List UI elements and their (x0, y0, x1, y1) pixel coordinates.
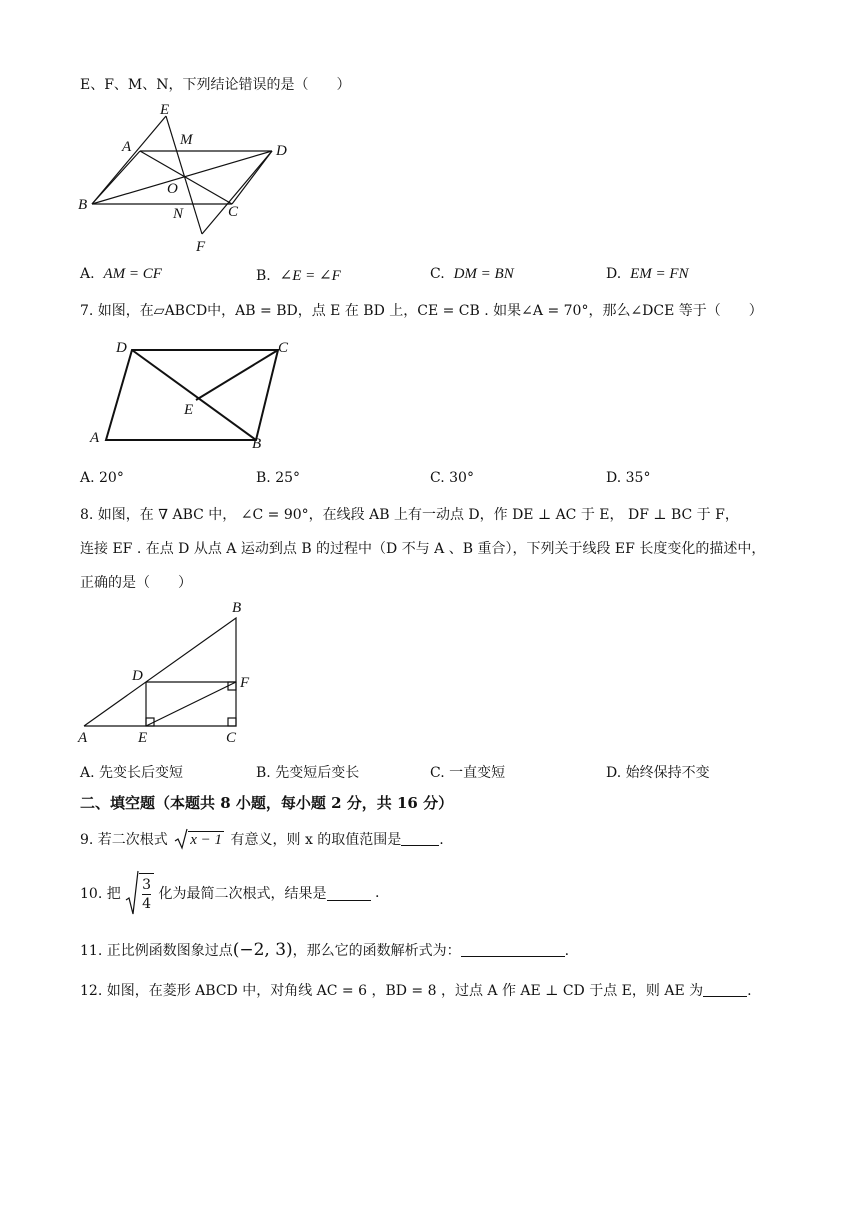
q10-radical-sign (125, 870, 139, 916)
q9-radicand: x − 1 (190, 832, 223, 848)
q8-stem-line1: 8. 如图，在 ∇ ABC 中， ∠C = 90°，在线段 AB 上有一动点 D，作 DE ⊥ AC 于 E， DF ⊥ BC 于 F， (80, 507, 739, 523)
q6-label-b: B (78, 197, 88, 213)
q7-option-b: B. 25° (256, 470, 301, 486)
q10-numerator: 3 (142, 877, 152, 893)
q8-label-c: C (226, 730, 237, 746)
q8-option-c: C. 一直变短 (430, 765, 506, 781)
q8-option-d: D. 始终保持不变 (606, 765, 710, 781)
q7-option-a: A. 20° (80, 470, 124, 486)
q6-label-o: O (167, 181, 178, 197)
q8-figure (74, 598, 274, 748)
q11-pre: 11. 正比例函数图象过点 (80, 943, 233, 959)
q9-radical-sign (174, 828, 188, 850)
q9-post: 有意义，则 x 的取值范围是 (230, 832, 402, 848)
q6-option-c: C. DM = BN (430, 266, 514, 282)
q7-stem: 7. 如图，在▱ABCD中，AB = BD，点 E 在 BD 上，CE = CB . 如果∠A = 70°，那么∠DCE 等于（ ） (80, 303, 763, 319)
q6-figure (72, 96, 302, 256)
q8-label-b: B (232, 600, 242, 616)
q12-blank (703, 982, 747, 997)
q6-label-d: D (276, 143, 287, 159)
q7-figure (80, 334, 310, 452)
q6-label-a: A (122, 139, 132, 155)
q9: 9. 若二次根式 x − 1 有意义，则 x 的取值范围是 . (80, 828, 444, 850)
q10-blank (327, 886, 371, 901)
q6-label-f: F (196, 239, 206, 255)
q11-point: (−2, 3) (232, 940, 293, 960)
q6-label-n: N (173, 206, 184, 222)
q8-stem-line2: 连接 EF . 在点 D 从点 A 运动到点 B 的过程中（D 不与 A 、B 重合），下列关于线段 EF 长度变化的描述中， (80, 541, 766, 557)
q11: 11. 正比例函数图象过点(−2, 3)，那么它的函数解析式为： . (80, 940, 570, 960)
q10-post: 化为最简二次根式，结果是 (158, 886, 327, 902)
q7-label-d: D (116, 340, 127, 356)
q6-stem: E、F、M、N，下列结论错误的是（ ） (80, 77, 351, 93)
q11-post: ，那么它的函数解析式为： (292, 943, 461, 959)
q8-label-d: D (132, 668, 143, 684)
q12-text: 12. 如图，在菱形 ABCD 中，对角线 AC = 6 ，BD = 8 ，过点 A 作 AE ⊥ CD 于点 E，则 AE 为 (80, 983, 704, 999)
q8-option-b: B. 先变短后变长 (256, 765, 360, 781)
q10-sqrt (125, 870, 154, 916)
q9-pre: 9. 若二次根式 (80, 832, 168, 848)
q6-option-a: A. AM = CF (80, 266, 162, 282)
q6-option-b: B. ∠E = ∠F (256, 268, 341, 284)
q8-label-e: E (138, 730, 148, 746)
q6-label-m: M (180, 132, 193, 148)
q8-stem-line3: 正确的是（ ） (80, 575, 192, 591)
q7-label-b: B (252, 436, 262, 452)
q7-label-a: A (90, 430, 100, 446)
q7-label-c: C (278, 340, 289, 356)
q10: 10. 把 $\frac{3}{4}$ 化为最简二次根式，结果是 . (80, 870, 379, 916)
q10-denominator: 4 (142, 896, 152, 912)
q8-label-f: F (240, 675, 250, 691)
q9-sqrt (174, 828, 224, 850)
q11-blank (461, 942, 565, 957)
q10-pre: 10. 把 (80, 886, 121, 902)
q7-label-e: E (184, 402, 194, 418)
q6-label-e: E (160, 102, 170, 118)
q12: 12. 如图，在菱形 ABCD 中，对角线 AC = 6 ，BD = 8 ，过点 A 作 AE ⊥ CD 于点 E，则 AE 为 . (80, 983, 752, 999)
q8-option-a: A. 先变长后变短 (80, 765, 184, 781)
q6-label-c: C (228, 204, 239, 220)
q7-option-d: D. 35° (606, 470, 651, 486)
q9-blank (401, 831, 439, 846)
q8-label-a: A (78, 730, 88, 746)
q6-option-d: D. EM = FN (606, 266, 689, 282)
q7-option-c: C. 30° (430, 470, 474, 486)
section-2-title: 二、填空题（本题共 8 小题，每小题 2 分，共 16 分） (80, 794, 454, 812)
